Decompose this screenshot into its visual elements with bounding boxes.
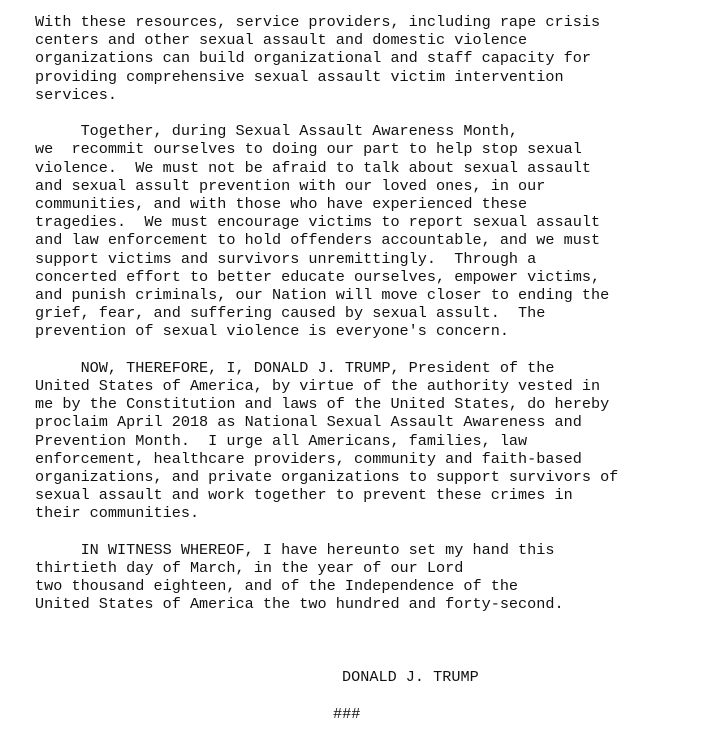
paragraph-gap <box>35 341 705 359</box>
paragraph-proclamation: NOW, THEREFORE, I, DONALD J. TRUMP, President of the United States of America, by virtue of the authority vested in me by the Constitution and laws of the United States, do hereby proclaim April 2018 as National Sexual Assault Awareness and Prevention Month. I urge all Americans, families, law enforcement, healthcare providers, community and faith-based organizations, and private organizations to support survivors of sexual assault and work together to prevent these crimes in their communities. <box>35 358 619 523</box>
paragraph-resources: With these resources, service providers, including rape crisis centers and other sexual assault and domestic violence organizations can build organizational and staff capacity for providing comprehensive sexual assault victim intervention services. <box>35 13 601 104</box>
signature: DONALD J. TRUMP <box>342 668 479 686</box>
paragraph-gap <box>35 104 705 122</box>
end-mark: ### <box>333 705 361 723</box>
paragraph-gap <box>35 523 705 541</box>
proclamation-body <box>35 13 705 614</box>
paragraph-awareness-month: Together, during Sexual Assault Awareness Month, we recommit ourselves to doing our part to help stop sexual violence. We must not be afraid to talk about sexual assault and sexual assult prevention with our loved ones, in our communities, and with those who have experienced these tragedies. We must encourage victims to report sexual assault and law enforcement to hold offenders accountable, and we must support victims and survivors unremittingly. Through a concerted effort to better educate ourselves, empower victims, and punish criminals, our Nation will move closer to ending the grief, fear, and suffering caused by sexual assult. The prevention of sexual violence is everyone's concern. <box>35 122 610 341</box>
paragraph-witness: IN WITNESS WHEREOF, I have hereunto set my hand this thirtieth day of March, in the year of our Lord two thousand eighteen, and of the Independence of the United States of America the two hundred and forty-second. <box>35 540 564 614</box>
